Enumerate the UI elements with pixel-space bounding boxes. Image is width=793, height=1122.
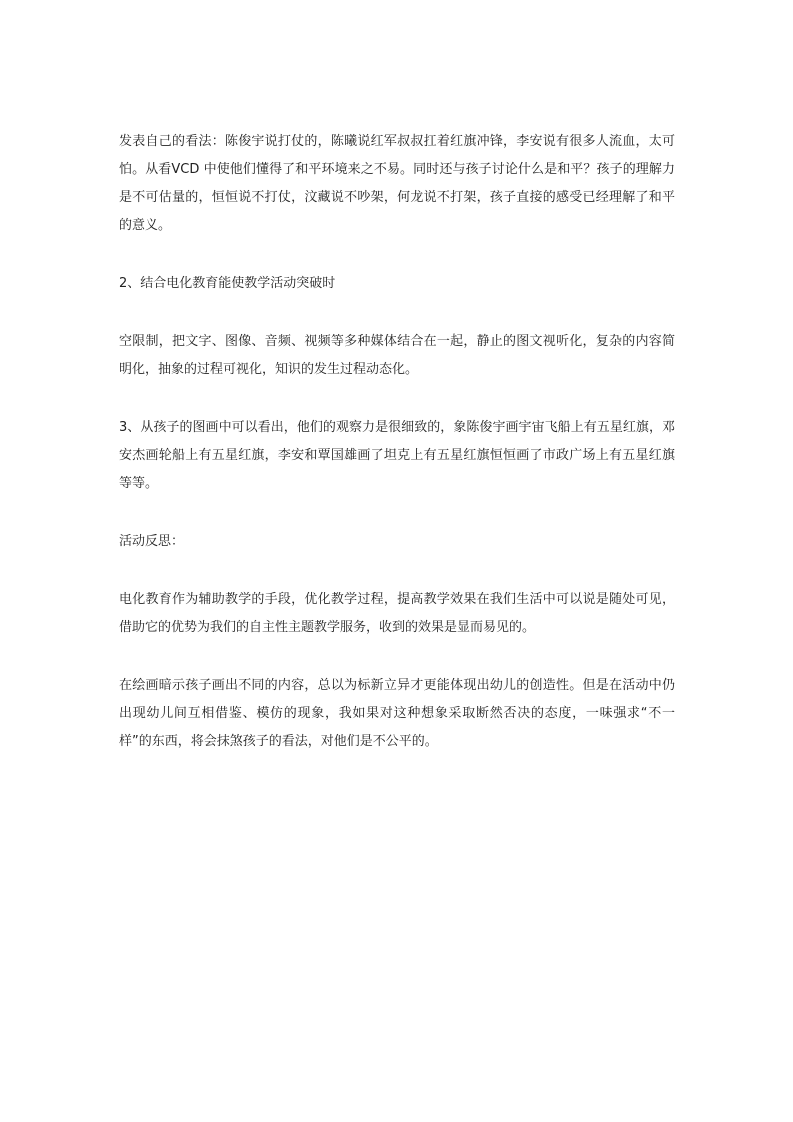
paragraph-reflection-1: 电化教育作为辅助教学的手段，优化教学过程，提高教学效果在我们生活中可以说是随处可见，借助它的优势为我们的自主性主题教学服务，收到的效果是显而易见的。 — [119, 592, 675, 635]
paragraph-point-3: 3、从孩子的图画中可以看出，他们的观察力是很细致的，象陈俊宇画宇宙飞船上有五星红旗，邓安杰画轮船上有五星红旗，李安和覃国雄画了坦克上有五星红旗恒恒画了市政广场上有五星红旗等等。 — [119, 420, 675, 491]
heading-activity-reflection: 活动反思： — [119, 534, 185, 549]
document-body — [119, 128, 675, 786]
paragraph-opinions: 发表自己的看法：陈俊宇说打仗的，陈曦说红军叔叔扛着红旗冲锋，李安说有很多人流血，太可怕。从看VCD 中使他们懂得了和平环境来之不易。同时还与孩子讨论什么是和平？孩子的理解力是不可估量的，恒恒说不打仗，汶藏说不吵架，何龙说不打架，孩子直接的感受已经理解了和平的意义。 — [119, 134, 675, 233]
paragraph-reflection-2: 在绘画暗示孩子画出不同的内容，总以为标新立异才更能体现出幼儿的创造性。但是在活动中仍出现幼儿间互相借鉴、模仿的现象，我如果对这种想象采取断然否决的态度，一味强求“不一样”的东西，将会抹煞孩子的看法，对他们是不公平的。 — [119, 678, 675, 749]
paragraph-point-2-heading: 2、结合电化教育能使教学活动突破时 — [119, 276, 336, 291]
paragraph-multimedia: 空限制，把文字、图像、音频、视频等多种媒体结合在一起，静止的图文视听化，复杂的内容简明化，抽象的过程可视化，知识的发生过程动态化。 — [119, 334, 675, 377]
